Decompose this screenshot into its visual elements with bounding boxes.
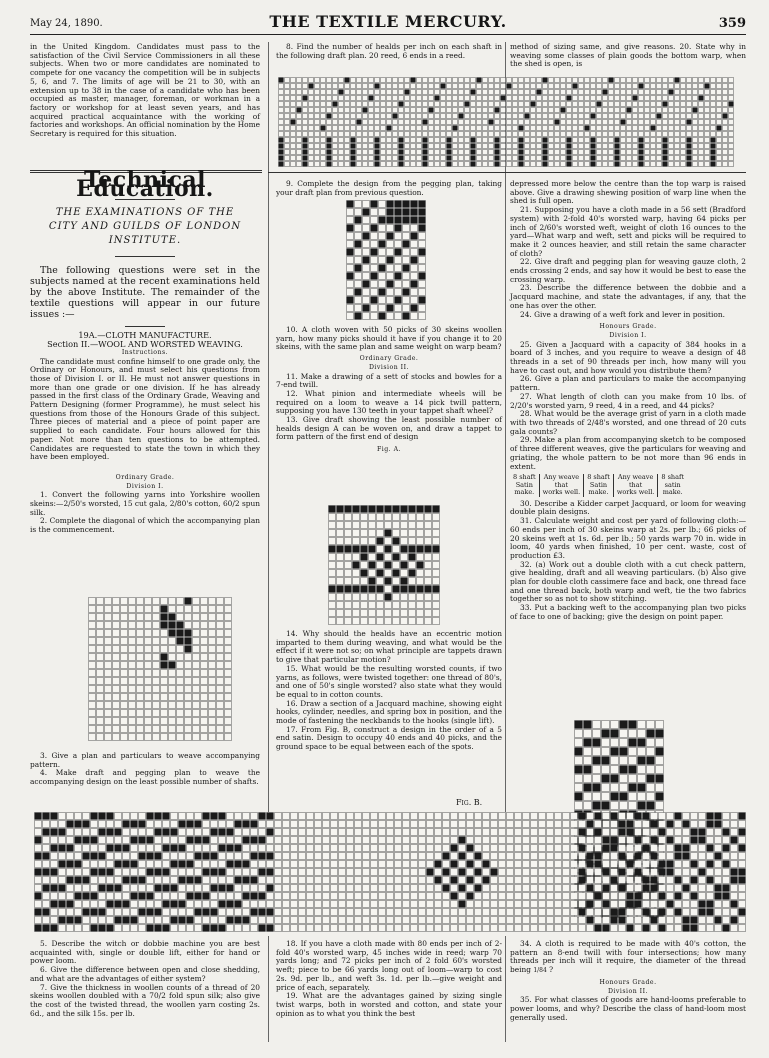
subtitle-line-1: THE EXAMINATIONS OF THE (55, 207, 235, 219)
page-header (30, 12, 746, 35)
question-3: 3. Give a plan and particulars to weave accompanying pattern. (30, 751, 260, 769)
question-28: 28. What would be the average grist of yarn in a cloth made with two threads of 2/48's worsted, and one thread of 20 cuts gala counts? (510, 409, 746, 436)
question-34: 34. A cloth is required to be made with 40's cotton, the pattern an 8-end twill with four intersections; how many threads per inch will it require, the diameter of the thread being (510, 939, 746, 975)
question-14: 14. Why should the healds have an eccentric motion imparted to them during weaving, and what would be the effect if it were not so; on what principle are tappets drawn to give that particular motion? (276, 629, 502, 665)
civil-service-text: in the United Kingdom. Candidates must pass to the satisfaction of the Civil Service Commissioners in all these subjects. When two or more candidates are nominated to compete for one vacancy the competition will be in subjects 5, 6, and 7. The limits of age will be 21 to 30, with an extension up to 38 in the case of a candidate who has been occupied as master, manager, foreman, or workman in a factory or workshop for at least seven years, and has acquired practical acquaintance with the working of factories and workshops. An official nomination by the Home Secretary is required for this situation. (30, 42, 260, 139)
diagonal-plan-figure (88, 597, 232, 741)
column-1-lower (30, 752, 260, 787)
heading-instructions: Instructions. (121, 348, 169, 356)
sketch-cell: 8 shaft Satin make. (584, 474, 614, 497)
question-23: 23. Describe the difference between the dobbie and a Jacquard machine, and state the advantages, if any, that the one has over the other. (510, 283, 746, 310)
column-2-bottom (276, 940, 502, 1018)
question-26: 26. Give a plan and particulars to make the accompanying pattern. (510, 374, 746, 393)
question-11: 11. Make a drawing of a sett of stocks and bowles for a 7-end twill. (276, 371, 502, 390)
column-1-main (30, 167, 260, 535)
heading-19a: 19A.—CLOTH MANUFACTURE. (78, 330, 212, 341)
division-2-heading: Division II. (368, 363, 410, 371)
question-12: 12. What pinion and intermediate wheels will be required on a loom to weave a 14 pick twill pattern, supposing you have 130 teeth in your tappet shaft wheel? (276, 388, 502, 416)
design-q9-figure (346, 200, 426, 320)
page-number: 359 (718, 16, 746, 31)
column-3-bottom: 34. A cloth is required to be made with 40's cotton, the pattern an 8-end twill with four intersections; how many threads per inch will it require, the diameter of the thread being 1/84 ? Honours Grade. Division II. 35. For what classes of goods are hand-looms preferable to power looms, and why? Describe the class of hand-loom most generally used. (510, 939, 746, 1022)
question-13: 13. Give draft showing the least possible number of healds design A can be woven on, and draw a tappet to form pattern of the first end of design (276, 415, 502, 442)
sketch-table (510, 474, 687, 497)
question-25: 25. Given a Jacquard with a capacity of 384 hooks in a board of 3 inches, and you require to weave a design of 48 threads in a set of 90 threads per inch, how many will you have to cast out, and how would you distribute them? (510, 339, 746, 375)
subtitle-line-3: INSTITUTE. (108, 235, 182, 247)
question-35: 35. For what classes of goods are hand-looms preferable to power looms, and why? Describe the class of hand-loom most generally used. (510, 995, 746, 1022)
fig-b-label: Fig. B. (456, 798, 483, 807)
question-8: 8. Find the number of healds per inch on each shaft in the following draft plan. 20 reed, 6 ends in a reed. (276, 42, 502, 60)
heading-section-2: Section II.—WOOL AND WORSTED WEAVING. (47, 339, 243, 350)
question-10: 10. A cloth woven with 50 picks of 30 skeins woollen yarn, how many picks should it have if you change it to 20 skeins, with the same plan and same weight on warp beam? (276, 325, 502, 352)
subtitle-line-2: CITY AND GUILDS OF LONDON (48, 221, 242, 233)
question-5: 5. Describe the witch or dobbie machine you are best acquainted with, single or double lift, either for hand or power loom. (30, 939, 260, 966)
question-29: 29. Make a plan from accompanying sketch to be composed of three different weaves, give the particulars for weaving and griating, the whole pattern to be not more than 96 ends in extent. (510, 435, 746, 471)
sketch-cell: Any weave that works well. (613, 474, 658, 497)
column-2-lower (276, 630, 502, 752)
honours-grade-heading-2: Honours Grade. (599, 978, 657, 986)
column-2-middle (276, 326, 502, 455)
division-1-heading-2: Division I. (609, 331, 647, 339)
question-9: 9. Complete the design from the pegging plan, taking your draft plan from previous question. (276, 179, 502, 197)
honours-grade-heading-1: Honours Grade. (599, 323, 657, 331)
thread-diameter-fraction: 1/84 (533, 967, 547, 975)
question-17: 17. From Fig. B, construct a design in the order of a 5 end satin. Design to occupy 40 ends and 40 picks, and the ground space to be equal between each of the spots. (276, 724, 502, 752)
question-15: 15. What would be the resulting worsted counts, if two yarns, as follows, were twisted together: one thread of 80's, and one of 50's single worsted? also state what they would be equal to in cotton counts. (276, 663, 502, 699)
question-32: 32. (a) Work out a double cloth with a cut check pattern, give healding, draft and all weaving particulars. (b) Also give plan for double cloth cassimere face and back, one thread face and one thread back, both warp and weft, tie the two fabrics together so as not to show stitching. (510, 559, 747, 604)
question-24: 24. Give a drawing of a weft fork and lever in position. (520, 309, 725, 319)
column-3-main (510, 180, 746, 622)
ordinary-grade-heading-2: Ordinary Grade. (359, 355, 419, 363)
question-1: 1. Convert the following yarns into Yorkshire woollen skeins:—2/50's worsted, 15 cut gala, 2/80's cotton, 60/2 spun silk. (30, 490, 260, 517)
issue-date: May 24, 1890. (30, 18, 103, 29)
question-19-20-continuation: method of sizing same, and give reasons. 20. State why in weaving some classes of plain goods the bottom warp, when the shed is open, is (510, 42, 746, 69)
draft-plan-figure (278, 77, 734, 167)
instructions-text: The candidate must confine himself to one grade only, the Ordinary or Honours, and must select his questions from those of Division I. or II. He must not answer questions in more than one grade or one division. If he has already passed in the first class of the Ordinary Grade, Weaving and Pattern Designing (former Programme), he must select his questions from those of the Honours Grade of this subject. Three pieces of material and a piece of point paper are supplied to each candidate. Four hours allowed for this paper. Not more than ten questions to be attempted. Candidates are requested to state the town in which they have been employed. (30, 356, 260, 462)
question-21: 21. Supposing you have a cloth made in a 56 sett (Bradford system) with 2-fold 40's worsted warp, having 64 picks per inch of 2/60's worsted weft, weight of cloth 16 ounces to the yard—What warp and weft, sett and picks will be required to make it 2 ounces heavier, and still retain the same character of cloth? (510, 205, 746, 258)
question-31: 31. Calculate weight and cost per yard of following cloth:—60 ends per inch of 30 skeins warp at 2s. per lb.; 66 picks of 20 skeins weft at 1s. 6d. per lb.; 50 yards warp 70 in. wide in loom, 40 yards when finished, 10 per cent. waste, cost of production £3. (510, 516, 746, 560)
journal-title: THE TEXTILE MERCURY. (269, 12, 507, 31)
question-4: 4. Make draft and pegging plan to weave the accompanying design on the least possible number of shafts. (30, 768, 260, 787)
column-2-top (276, 43, 502, 60)
question-18: 18. If you have a cloth made with 80 ends per inch of 2-fold 40's worsted warp, 45 inches wide in reed; warp 70 yards long; and 72 picks per inch of 2 fold 60's worsted weft; piece to be 66 yards long out of loom—warp to cost 2s. 9d. per lb., and weft 3s. 1d. per lb.—give weight and price of each, separately. (276, 939, 502, 992)
question-19: 19. What are the advantages gained by sizing single twist warps, both in worsted and cotton, and state your opinion as to what you think the best (276, 991, 502, 1018)
question-30: 30. Describe a Kidder carpet Jacquard, or loom for weaving double plain designs. (510, 498, 746, 517)
column-1-bottom (30, 940, 260, 1018)
fig-a-label: Fig. A. (376, 446, 402, 454)
column-2-main (276, 180, 502, 197)
division-1-heading-1: Division I. (126, 482, 164, 490)
question-7: 7. Give the thickness in woollen counts of a thread of 20 skeins woollen doubled with a 70/2 fold spun silk; also give the cost of the twisted thread, the woollen yarn costing 2s. 6d., and the silk 15s. per lb. (30, 982, 260, 1018)
question-20-end: depressed more below the centre than the top warp is raised above. Give a drawing shewing position of warp line when the shed is full open. (510, 179, 746, 206)
sketch-cell: 8 shaft satin make. (658, 474, 687, 497)
question-2: 2. Complete the diagonal of which the accompanying plan is the commencement. (30, 516, 260, 535)
sketch-cell: Any weave that works well. (539, 474, 584, 497)
column-3-top (510, 43, 746, 69)
fig-b-design (34, 812, 746, 932)
section-title: Technical Education. (76, 167, 214, 202)
division-2-heading-2: Division II. (607, 987, 649, 995)
question-16: 16. Draw a section of a Jacquard machine, showing eight hooks, cylinder, needles, and spring box in position, and the mode of fastening the neckbands to the hooks (single lift). (276, 698, 502, 726)
question-6: 6. Give the difference between open and close shedding, and what are the advantages of either system? (30, 965, 260, 983)
sketch-cell: 8 shaft Satin make. (513, 473, 536, 497)
question-33: 33. Put a backing weft to the accompanying plan two picks of face to one of backing; give the design on point paper. (510, 603, 746, 621)
fig-a-design (328, 505, 440, 625)
intro-paragraph: The following questions were set in the subjects named at the recent examinations held by the above Institute. The remainder of the textile questions will appear in our future issues :— (30, 265, 260, 321)
ordinary-grade-heading-1: Ordinary Grade. (115, 473, 175, 481)
column-1-top (30, 43, 260, 139)
question-22: 22. Give draft and pegging plan for weaving gauze cloth, 2 ends crossing 2 ends, and say how it would be best to ease the crossing warp. (510, 257, 746, 284)
question-27: 27. What length of cloth can you make from 10 lbs. of 2/20's worsted yarn, 9 reed, 4 in a reed, and 44 picks? (510, 391, 746, 410)
